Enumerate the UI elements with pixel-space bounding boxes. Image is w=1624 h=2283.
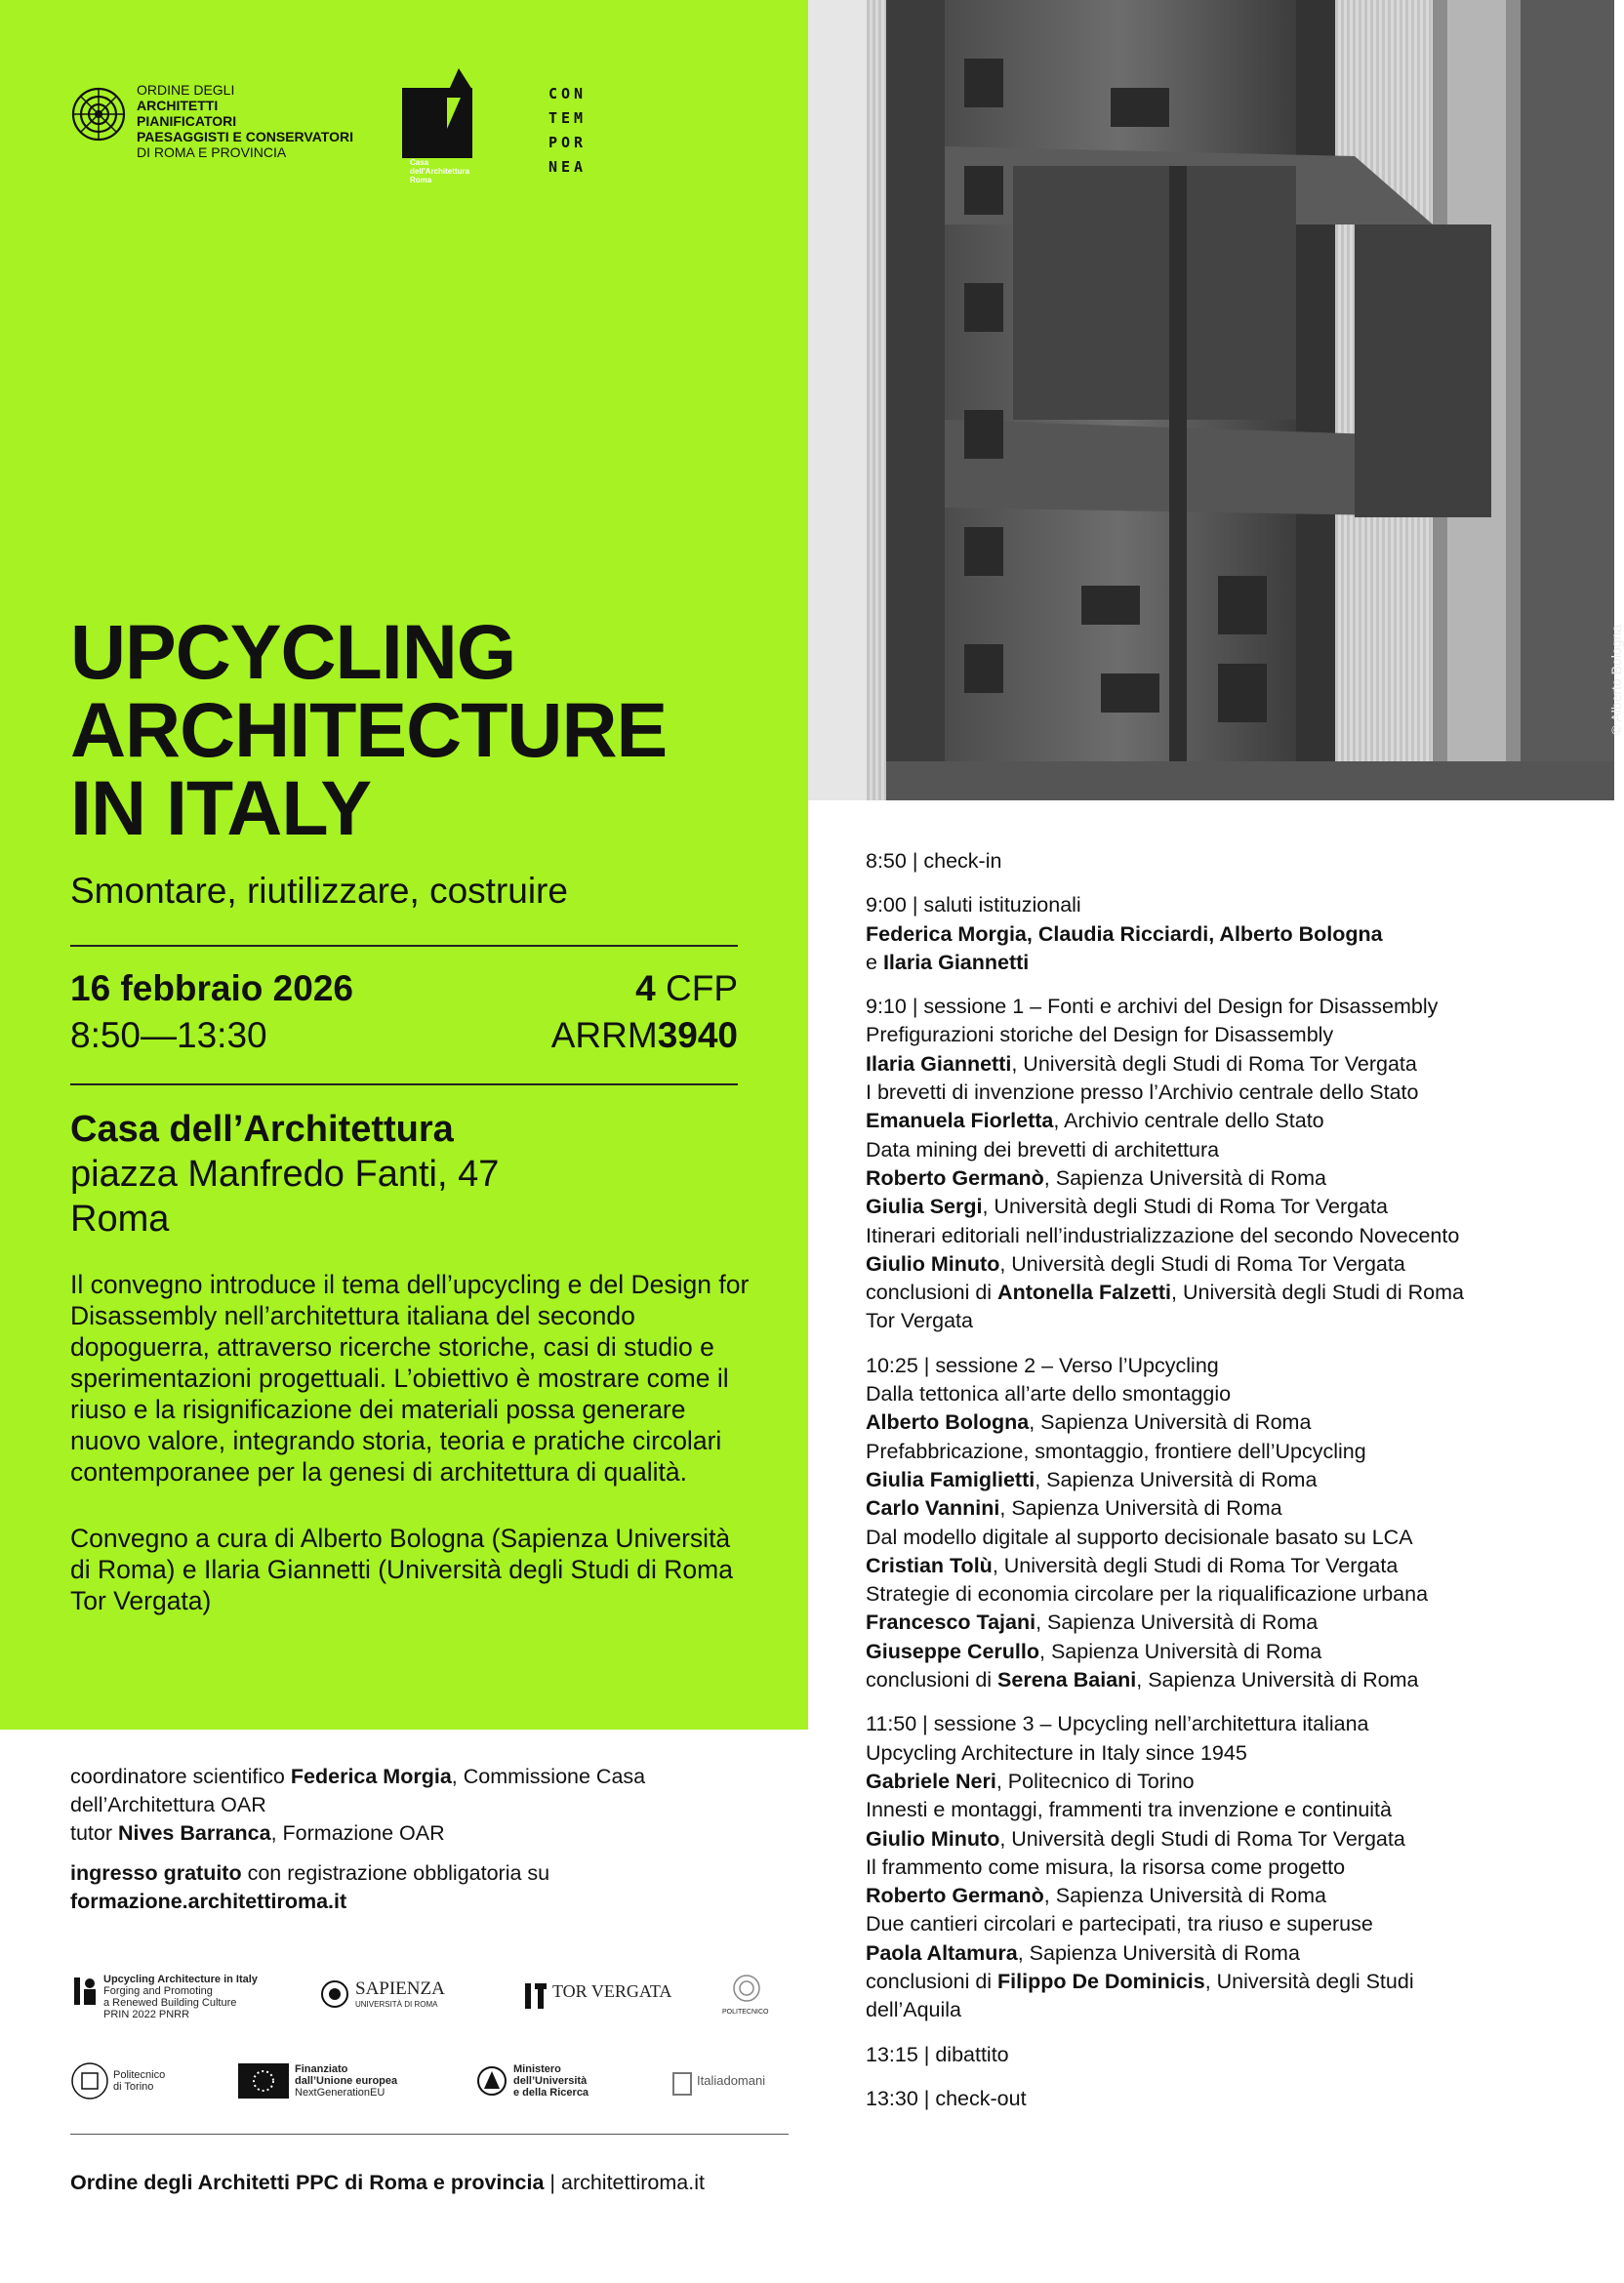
cover-photo [808,0,1624,800]
registration-link[interactable]: formazione.architettiroma.it [70,1890,347,1913]
footer-link[interactable]: architettiroma.it [560,2171,705,2194]
program-session-3 [866,1710,1588,2024]
speaker-affiliation: , Sapienza Università di Roma [999,1496,1282,1521]
subtitle: Smontare, riutilizzare, costruire [70,871,568,911]
talk-title: Strategie di economia circolare per la riqualificazione urbana [866,1582,1429,1607]
coord-name: Federica Morgia [290,1765,452,1788]
talk-title: Il frammento come misura, la risorsa come progetto [866,1855,1346,1879]
speaker-affiliation: , Archivio centrale dello Stato [1053,1109,1324,1133]
oar-line: DI ROMA E PROVINCIA [137,144,287,160]
oar-logo-icon [70,86,127,143]
cfp-label: CFP [666,968,738,1008]
contemporanea-line: NEA [548,158,588,176]
speaker-affiliation: , Sapienza Università di Roma [1136,1668,1419,1692]
speaker-affiliation: , Università degli Studi di Roma Tor Vergata [999,1826,1405,1851]
venue-city: Roma [70,1199,170,1240]
program-saluti [866,891,1588,977]
mur-line: e della Ricerca [513,2087,589,2099]
talk-title: Dalla tettonica all’arte dello smontaggio [866,1382,1232,1406]
speaker-affiliation: , Sapienza Università di Roma [1017,1940,1300,1965]
polito-name: Politecnico di Torino [113,2069,166,2093]
uai-icon [70,1976,100,2007]
speaker-name: Roberto Germanò [866,1884,1044,1908]
speaker-name: Serena Baiani [997,1668,1137,1692]
speaker-name: Roberto Germanò [866,1165,1044,1190]
oar-name [137,82,353,160]
cfp-number: 4 [635,968,656,1008]
uai-title: Upcycling Architecture in Italy [103,1974,258,1985]
program-session-2 [866,1352,1588,1695]
entry-text: con registrazione obbligatoria su [241,1861,550,1885]
code-number: 3940 [657,1015,738,1055]
politecnico-name: POLITECNICO [722,2009,769,2016]
session-heading: 10:25 | sessione 2 – Verso l’Upcycling [866,1353,1219,1377]
speaker-affiliation: , Sapienza Università di Roma [1043,1884,1326,1908]
speaker-affiliation: , Sapienza Università di Roma [1039,1639,1322,1663]
speaker-affiliation: , Università degli Studi di Roma Tor Vergata [999,1251,1405,1276]
program-line: 8:50 | check-in [866,849,1002,873]
torvergata-name: TOR VERGATA [552,1981,672,2001]
speaker-affiliation: , Politecnico di Torino [995,1769,1195,1793]
eu-line: dall’Unione europea [295,2075,398,2087]
uai-sub: Forging and Promoting [103,1985,213,1997]
speaker-name: Federica Morgia, Claudia Ricciardi, Alberto Bologna [866,921,1383,946]
event-info [70,1763,753,1916]
venue-name: Casa dell’Architettura [70,1109,454,1150]
title-line: UPCYCLING [70,608,516,695]
speaker-name: Filippo De Dominicis [997,1969,1205,1993]
registration [70,1859,753,1888]
sapienza-name: SAPIENZA [355,1978,445,1999]
italiadomani-icon [671,2071,693,2097]
title-line: ARCHITECTURE [70,686,668,773]
program-line: 13:30 | check-out [866,2086,1027,2110]
cda-label: Casa dell'Architettura Roma [410,158,470,184]
talk-title: Prefabbricazione, smontaggio, frontiere dell’Upcycling [866,1439,1366,1463]
speaker-name: Giulio Minuto [866,1826,1000,1851]
footer-divider [70,2134,789,2135]
oar-line: ORDINE DEGLI [137,82,235,98]
talk-title: Due cantieri circolari e partecipati, tra riuso e superuse [866,1912,1373,1936]
sapienza-sub: UNIVERSITÀ DI ROMA [355,2000,438,2009]
tutor-role: , Formazione OAR [270,1821,445,1845]
talk-title: Innesti e montaggi, frammenti tra invenzione e continuità [866,1798,1392,1822]
speaker-name: Carlo Vannini [866,1496,1000,1521]
page-title [70,608,668,851]
event-time: 8:50—13:30 [70,1015,267,1055]
speaker-affiliation: , Università degli Studi [1204,1969,1414,1993]
casa-architettura-logo-icon [402,68,490,158]
curators: Convegno a cura di Alberto Bologna (Sapienza Università di Roma) e Ilaria Giannetti (Università degli Studi di Roma Tor Vergata) [70,1524,733,1615]
mur-line: dell’Università [513,2075,588,2087]
event-code [551,1015,738,1056]
program-text: conclusioni di [866,1668,998,1692]
talk-title: Prefigurazioni storiche del Design for Disassembly [866,1023,1334,1047]
venue-address: piazza Manfredo Fanti, 47 [70,1154,500,1195]
speaker-affiliation: , Sapienza Università di Roma [1035,1610,1319,1635]
speaker-name: Paola Altamura [866,1940,1018,1965]
speaker-name: Emanuela Fiorletta [866,1109,1054,1133]
speaker-name: Gabriele Neri [866,1769,996,1793]
torvergata-icon [523,1981,548,2011]
program-text: e [866,950,883,974]
italiadomani-name: Italiadomani [697,2073,766,2088]
talk-title: Data mining dei brevetti di architettura [866,1137,1220,1162]
program-checkin [866,847,1588,876]
photo-credit: © Alberto Bologna [1608,625,1624,736]
cfp-credits [635,968,738,1009]
footer-org: Ordine degli Architetti PPC di Roma e provincia [70,2171,545,2194]
contemporanea-line: CON [548,85,588,102]
uai-sub: a Renewed Building Culture [103,1997,237,2009]
oar-line: ARCHITETTI [137,98,219,113]
speaker-name: Antonella Falzetti [997,1281,1172,1305]
talk-title: Upcycling Architecture in Italy since 1945 [866,1740,1247,1765]
speaker-affiliation: , Università degli Studi di Roma Tor Vergata [992,1553,1399,1577]
speaker-name: Alberto Bologna [866,1410,1030,1435]
divider [70,1083,738,1085]
speaker-affiliation: , Sapienza Università di Roma [1035,1467,1318,1491]
title-line: IN ITALY [70,764,372,851]
eu-line: Finanziato [295,2063,348,2075]
program [866,847,1588,2129]
program-dibattito [866,2041,1588,2069]
coordinator [70,1763,753,1819]
speaker-affiliation: Tor Vergata [866,1309,973,1333]
speaker-name: Ilaria Giannetti [882,950,1030,974]
oar-line: PAESAGGISTI E CONSERVATORI [137,129,353,144]
mur-line: Ministero [513,2063,561,2075]
event-date: 16 febbraio 2026 [70,968,353,1008]
mur-emblem-icon [476,2063,508,2099]
speaker-name: Giulio Minuto [866,1251,1000,1276]
oar-line: PIANIFICATORI [137,113,237,129]
talk-title: Dal modello digitale al supporto decisionale basato su LCA [866,1525,1413,1549]
venue [70,1107,499,1242]
speaker-affiliation: , Università degli Studi di Roma Tor Vergata [982,1195,1388,1219]
speaker-affiliation: , Sapienza Università di Roma [1029,1410,1312,1435]
partner-logos [70,1974,792,2120]
tutor-name: Nives Barranca [118,1821,271,1845]
speaker-name: Francesco Tajani [866,1610,1036,1635]
eu-line: NextGenerationEU [295,2087,386,2099]
polito-emblem-icon [70,2061,109,2100]
program-line: 9:00 | saluti istituzionali [866,893,1081,917]
sapienza-emblem-icon [320,1977,349,2011]
program-line: 13:15 | dibattito [866,2042,1009,2066]
speaker-name: Giulia Famiglietti [866,1467,1035,1491]
speaker-name: Ilaria Giannetti [866,1051,1012,1076]
code-prefix: ARRM [550,1015,658,1055]
tutor [70,1819,753,1848]
speaker-affiliation: dell’Aquila [866,1998,962,2022]
event-description: Il convegno introduce il tema dell’upcycling e del Design for Disassembly nell’architettura italiana del secondo dopoguerra, attraverso ricerche storiche, casi di studio e sperimentazioni progettuali. L’obiettivo è mostrare come il riuso e la risignificazione dei materiali possa generare nuovo valore, integrando storia, teoria e pratiche circolari contemporanee per la genesi di architettura di qualità. [70,1270,750,1487]
speaker-affiliation: , Sapienza Università di Roma [1043,1165,1326,1190]
uai-sub: PRIN 2022 PNRR [103,2009,190,2020]
speaker-affiliation: , Università degli Studi di Roma Tor Vergata [1011,1051,1417,1076]
talk-title: Itinerari editoriali nell’industrializzazione del secondo Novecento [866,1223,1460,1247]
coord-label: coordinatore scientifico [70,1765,285,1788]
eu-flag-icon [238,2063,289,2099]
footer [70,2171,705,2195]
speaker-name: Giuseppe Cerullo [866,1639,1040,1663]
coord-role: , Commissione Casa dell’Architettura OAR [70,1765,646,1816]
program-session-1 [866,993,1588,1336]
talk-title: I brevetti di invenzione presso l’Archivio centrale dello Stato [866,1080,1419,1105]
program-text: conclusioni di [866,1281,998,1305]
program-text: conclusioni di [866,1969,998,1993]
tutor-label: tutor [70,1821,113,1845]
footer-sep: | [544,2171,561,2194]
header-logos [70,68,695,184]
session-heading: 9:10 | sessione 1 – Fonti e archivi del Design for Disassembly [866,995,1439,1019]
entry-free: ingresso gratuito [70,1861,242,1885]
divider [70,945,738,947]
contemporanea-line: POR [548,134,588,151]
steel-joint-illustration [808,0,1614,800]
contemporanea-line: TEM [548,109,588,127]
program-checkout [866,2085,1588,2113]
speaker-name: Cristian Tolù [866,1553,993,1577]
session-heading: 11:50 | sessione 3 – Upcycling nell’architettura italiana [866,1712,1369,1736]
speaker-affiliation: , Università degli Studi di Roma [1171,1281,1464,1305]
speaker-name: Giulia Sergi [866,1195,983,1219]
contemporanea-logo [548,82,587,180]
politecnico-emblem-icon [732,1974,761,2003]
